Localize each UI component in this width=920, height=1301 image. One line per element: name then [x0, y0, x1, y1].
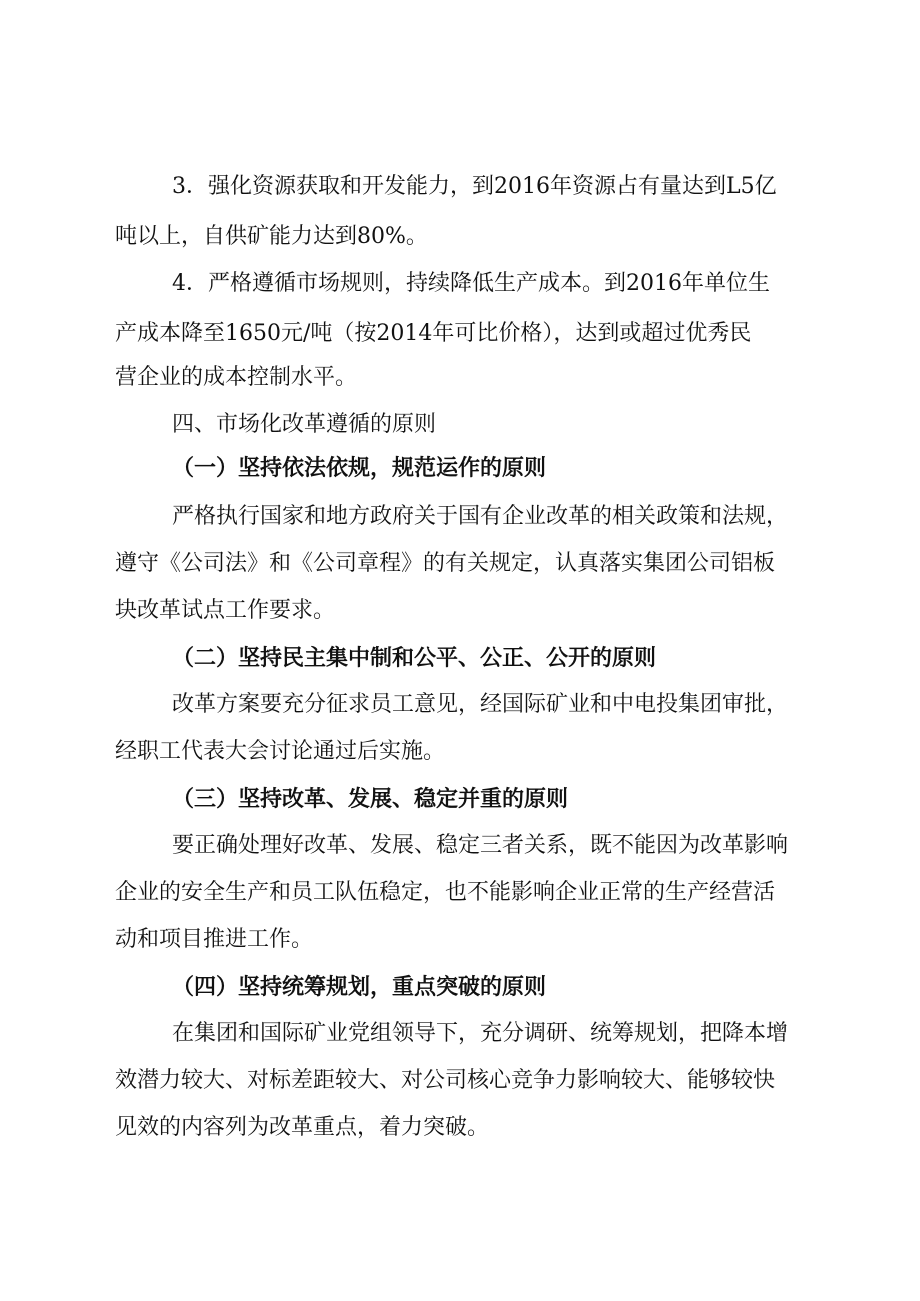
principle4-line1: 在集团和国际矿业党组领导下，充分调研、统筹规划，把降本增 — [172, 1021, 789, 1046]
item3-line1: 3．强化资源获取和开发能力，到2016年资源占有量达到L5亿 — [172, 174, 777, 199]
item3-line2: 吨以上，自供矿能力达到80%。 — [115, 224, 428, 249]
principle2-heading: （二）坚持民主集中制和公平、公正、公开的原则 — [172, 645, 657, 671]
principle4-line2: 效潜力较大、对标差距较大、对公司核心竞争力影响较大、能够较快 — [115, 1068, 776, 1093]
principle2-line2: 经职工代表大会讨论通过后实施。 — [115, 739, 446, 764]
section4-heading: 四、市场化改革遵循的原则 — [172, 412, 437, 437]
principle1-line2: 遵守《公司法》和《公司章程》的有关规定，认真落实集团公司铝板 — [115, 551, 776, 576]
principle1-line3: 块改革试点工作要求。 — [115, 598, 336, 623]
principle4-line3: 见效的内容列为改革重点，着力突破。 — [115, 1115, 490, 1140]
item4-line1: 4．严格遵循市场规则，持续降低生产成本。到2016年单位生 — [172, 271, 770, 296]
item4-line2: 产成本降至1650元/吨（按2014年可比价格），达到或超过优秀民 — [115, 321, 752, 346]
principle3-line2: 企业的安全生产和员工队伍稳定，也不能影响企业正常的生产经营活 — [115, 880, 776, 905]
principle2-line1: 改革方案要充分征求员工意见，经国际矿业和中电投集团审批， — [172, 692, 789, 717]
principle3-line3: 动和项目推进工作。 — [115, 927, 314, 952]
principle4-heading: （四）坚持统筹规划，重点突破的原则 — [172, 974, 547, 1000]
principle3-line1: 要正确处理好改革、发展、稳定三者关系，既不能因为改革影响 — [172, 833, 789, 858]
item4-line3: 营企业的成本控制水平。 — [115, 365, 358, 390]
principle1-line1: 严格执行国家和地方政府关于国有企业改革的相关政策和法规， — [172, 504, 789, 529]
principle1-heading: （一）坚持依法依规，规范运作的原则 — [172, 455, 547, 481]
principle3-heading: （三）坚持改革、发展、稳定并重的原则 — [172, 786, 569, 812]
